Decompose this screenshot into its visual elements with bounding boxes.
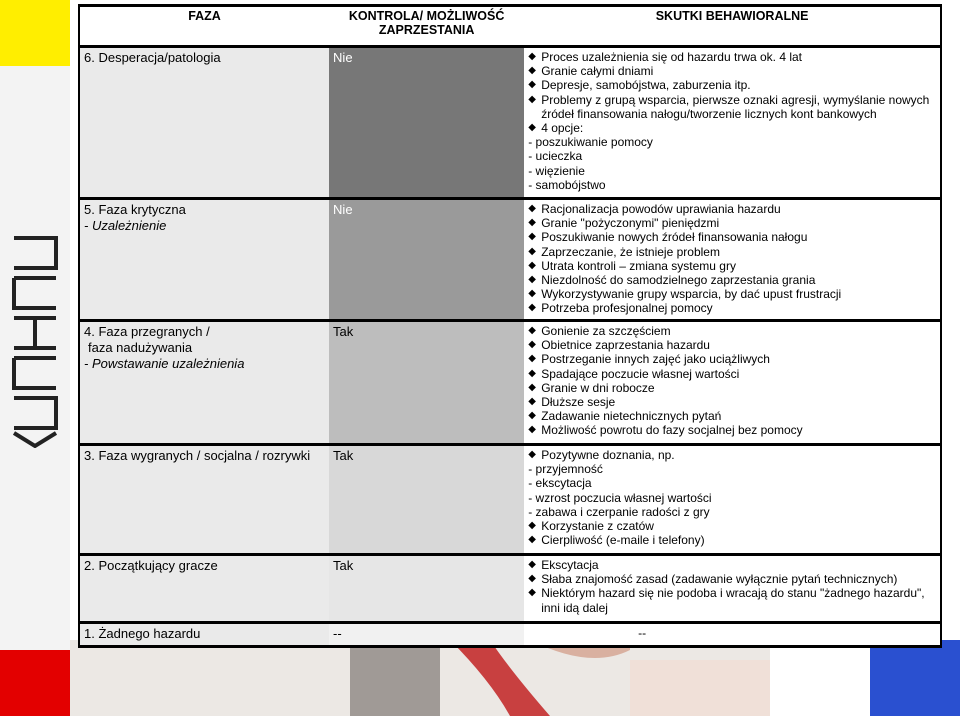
header-phase: FAZA (79, 6, 329, 47)
diamond-bullet-icon: ◆ (528, 288, 536, 300)
effect-item (528, 448, 936, 462)
effect-item (528, 259, 936, 273)
diamond-bullet-icon: ◆ (528, 559, 536, 570)
red-square (0, 650, 70, 716)
diamond-bullet-icon: ◆ (528, 217, 536, 229)
effects-cell (524, 623, 941, 647)
effects-cell (524, 47, 941, 199)
effect-item (528, 324, 936, 338)
effect-text: - ucieczka (528, 149, 583, 164)
effect-text: Cierpliwość (e-maile i telefony) (541, 533, 705, 548)
effect-text: Problemy z grupą wsparcia, pierwsze oznaki agresji, wymyślanie nowych źródeł finansowania nałogu/tworzenie licznych kont bankowych (541, 92, 930, 121)
effects-cell (524, 321, 941, 445)
effect-item (528, 352, 936, 366)
effect-item (528, 78, 936, 92)
phase-line: faza nadużywania (88, 340, 193, 355)
phase-line: 5. Faza krytyczna (84, 202, 186, 217)
control-value: -- (333, 626, 342, 641)
effect-text: Depresje, samobójstwa, zaburzenia itp. (541, 78, 751, 93)
diamond-bullet-icon: ◆ (528, 339, 536, 351)
effect-text: Ekscytacja (541, 558, 599, 572)
effects-cell (524, 555, 941, 623)
control-cell (329, 445, 524, 555)
effect-item (528, 164, 936, 178)
effect-item (528, 230, 936, 244)
phase-line: - Powstawanie uzależnienia (84, 356, 245, 371)
phase-cell (79, 623, 329, 647)
table-row (79, 555, 941, 623)
phase-line: 2. Początkujący gracze (84, 558, 218, 573)
diamond-bullet-icon: ◆ (528, 245, 536, 257)
effect-item (528, 287, 936, 301)
effect-text: - samobójstwo (528, 177, 606, 192)
control-cell (329, 321, 524, 445)
header-control: KONTROLA/ MOŻLIWOŚĆ ZAPRZESTANIA (329, 6, 524, 47)
effect-text: Pozytywne doznania, np. (541, 448, 675, 462)
effect-item (528, 121, 936, 135)
effect-item (528, 533, 936, 547)
diamond-bullet-icon: ◆ (528, 274, 536, 286)
effect-text: - zabawa i czerpanie radości z gry (528, 504, 710, 519)
diamond-bullet-icon: ◆ (528, 51, 536, 62)
diamond-bullet-icon: ◆ (528, 534, 536, 546)
effect-item (528, 50, 936, 64)
control-cell (329, 199, 524, 321)
effect-text: Zadawanie nietechnicznych pytań (541, 409, 722, 424)
effect-text: Granie w dni robocze (541, 380, 655, 395)
diamond-bullet-icon: ◆ (528, 122, 536, 134)
effect-text: Racjonalizacja powodów uprawiania hazardu (541, 202, 781, 216)
effect-item (528, 64, 936, 78)
phase-line: 6. Desperacja/patologia (84, 50, 221, 65)
yellow-square (0, 0, 70, 66)
effects-cell (524, 445, 941, 555)
effect-text: - wzrost poczucia własnej wartości (528, 490, 712, 505)
control-value: Nie (333, 202, 353, 217)
effect-item (528, 202, 936, 216)
effect-text: Postrzeganie innych zajęć jako uciążliwych (541, 352, 770, 367)
effect-item (528, 395, 936, 409)
effect-item (528, 338, 936, 352)
effect-text: Granie "pożyczonymi" pieniędzmi (541, 216, 720, 231)
table-row (79, 47, 941, 199)
effect-item (528, 149, 936, 163)
diamond-bullet-icon: ◆ (528, 520, 536, 532)
effect-text: - więzienie (528, 163, 585, 178)
effect-text: Wykorzystywanie grupy wsparcia, by dać upust frustracji (541, 287, 842, 302)
phase-cell (79, 445, 329, 555)
diamond-bullet-icon: ◆ (528, 367, 536, 379)
effect-item (528, 519, 936, 533)
diamond-bullet-icon: ◆ (528, 396, 536, 408)
diamond-bullet-icon: ◆ (528, 325, 536, 336)
phase-line: 1. Żadnego hazardu (84, 626, 201, 641)
phase-line: 4. Faza przegranych / (84, 324, 210, 339)
diamond-bullet-icon: ◆ (528, 231, 536, 243)
diamond-bullet-icon: ◆ (528, 259, 536, 271)
table-row (79, 321, 941, 445)
effect-text: Dłuższe sesje (541, 395, 616, 410)
diamond-bullet-icon: ◆ (528, 424, 536, 436)
phase-line: 3. Faza wygranych / socjalna / rozrywki (84, 448, 311, 463)
effect-item (528, 93, 936, 121)
effect-item (528, 505, 936, 519)
phase-line: - Uzależnienie (84, 218, 167, 233)
effect-item (528, 216, 936, 230)
effect-text: Spadające poczucie własnej wartości (541, 366, 740, 381)
control-cell (329, 555, 524, 623)
effect-item (528, 273, 936, 287)
diamond-bullet-icon: ◆ (528, 449, 536, 460)
diamond-bullet-icon: ◆ (528, 65, 536, 77)
phase-cell (79, 555, 329, 623)
effect-item (528, 423, 936, 437)
control-value: Tak (333, 558, 354, 573)
effect-text: Granie całymi dniami (541, 64, 654, 79)
effect-text: - poszukiwanie pomocy (528, 135, 653, 150)
control-value: Tak (333, 448, 354, 463)
effect-item (528, 626, 936, 640)
diamond-bullet-icon: ◆ (528, 203, 536, 214)
effect-item (528, 367, 936, 381)
diamond-bullet-icon: ◆ (528, 587, 536, 599)
control-value: Nie (333, 50, 353, 65)
effect-text: Słaba znajomość zasad (zadawanie wyłącznie pytań technicznych) (541, 572, 898, 587)
effect-text: Możliwość powrotu do fazy socjalnej bez pomocy (541, 423, 803, 438)
effect-text: 4 opcje: (541, 121, 584, 136)
effect-text: Potrzeba profesjonalnej pomocy (541, 301, 713, 316)
effect-item (528, 245, 936, 259)
vertical-logo-text (10, 228, 60, 448)
effect-text: Zaprzeczanie, że istnieje problem (541, 244, 720, 259)
effect-item (528, 135, 936, 149)
bottom-decor-image (70, 640, 960, 716)
effect-item (528, 381, 936, 395)
table-header-row (79, 6, 941, 47)
effect-item (528, 409, 936, 423)
effect-text: -- (638, 626, 647, 640)
effect-item (528, 491, 936, 505)
diamond-bullet-icon: ◆ (528, 302, 536, 314)
effect-item (528, 476, 936, 490)
effect-text: - ekscytacja (528, 476, 592, 491)
phase-cell (79, 47, 329, 199)
diamond-bullet-icon: ◆ (528, 353, 536, 365)
effect-text: Obietnice zaprzestania hazardu (541, 338, 710, 353)
effect-text: Poszukiwanie nowych źródeł finansowania nałogu (541, 230, 808, 245)
effect-item (528, 462, 936, 476)
table-row (79, 623, 941, 647)
diamond-bullet-icon: ◆ (528, 381, 536, 393)
gambling-phases-table (78, 4, 942, 648)
table-row (79, 445, 941, 555)
effect-item (528, 178, 936, 192)
control-value: Tak (333, 324, 354, 339)
effect-text: Utrata kontroli – zmiana systemu gry (541, 258, 736, 273)
diamond-bullet-icon: ◆ (528, 79, 536, 91)
diamond-bullet-icon: ◆ (528, 410, 536, 422)
effect-text: Korzystanie z czatów (541, 519, 654, 534)
control-cell (329, 47, 524, 199)
effect-text: Niektórym hazard się nie podoba i wracają do stanu "żadnego hazardu", inni idą dalej (541, 586, 925, 615)
effect-text: Gonienie za szczęściem (541, 324, 671, 338)
effect-item (528, 301, 936, 315)
effect-item (528, 558, 936, 572)
effect-text: Niezdolność do samodzielnego zaprzestania grania (541, 273, 816, 288)
control-cell (329, 623, 524, 647)
header-effects: SKUTKI BEHAWIORALNE (524, 6, 941, 47)
effect-text: - przyjemność (528, 462, 603, 477)
phase-cell (79, 199, 329, 321)
diamond-bullet-icon: ◆ (528, 93, 536, 105)
effect-item (528, 572, 936, 586)
effects-cell (524, 199, 941, 321)
effect-item (528, 586, 936, 614)
diamond-bullet-icon: ◆ (528, 573, 536, 585)
left-decor-strip (0, 0, 70, 716)
table-row (79, 199, 941, 321)
phase-cell (79, 321, 329, 445)
effect-text: Proces uzależnienia się od hazardu trwa ok. 4 lat (541, 50, 803, 64)
